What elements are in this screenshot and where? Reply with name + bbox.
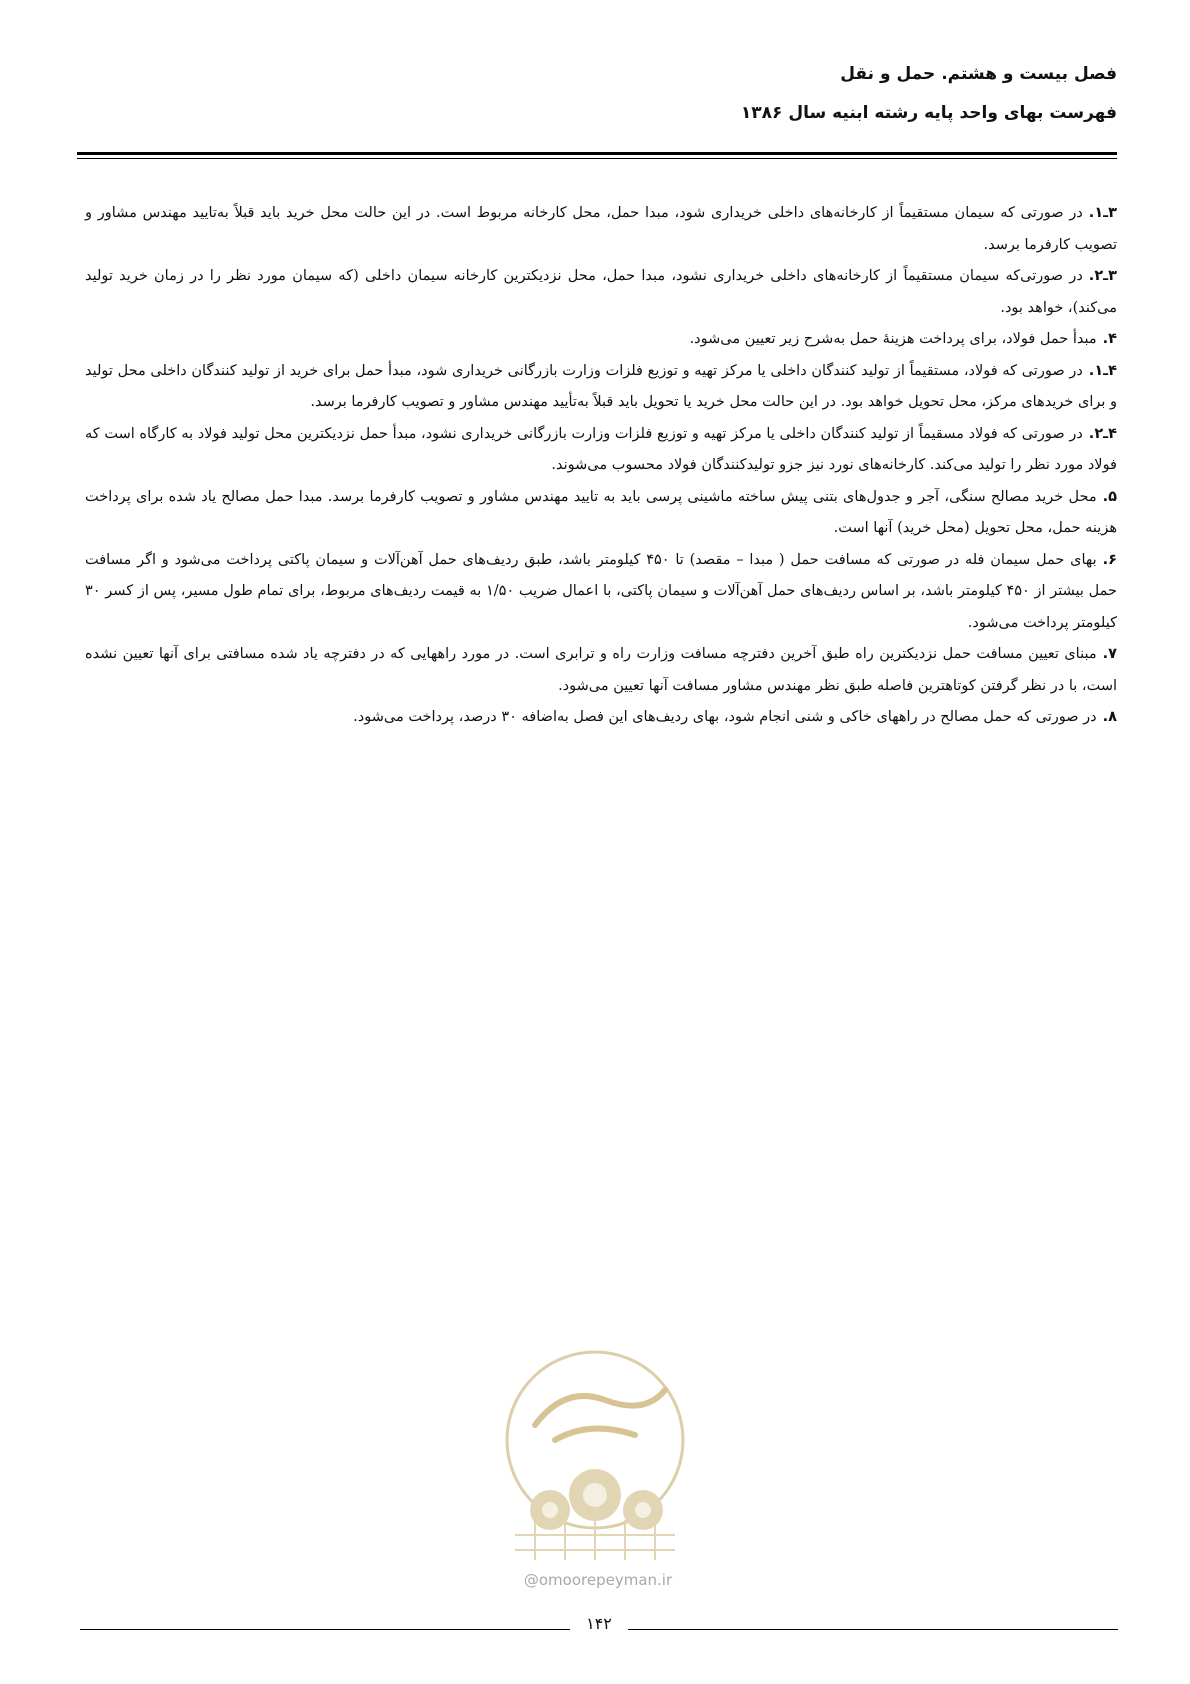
paragraph-text: مبنای تعیین مسافت حمل نزدیکترین راه طبق آخرین دفترچه مسافت وزارت راه و ترابری است. در مورد راههایی که در دفترچه یاد شده مسافتی برای آنها تعیین نشده است، با در نظر گرفتن کوتاهترین فاصله طبق نظر مهندس مشاور مسافت آنها تعیین می‌شود.: [85, 646, 1117, 694]
paragraph-number: ۵.: [1102, 488, 1117, 505]
header-divider-thin: [77, 158, 1117, 159]
page-number: ۱۴۲: [586, 1614, 612, 1633]
paragraph-6: [85, 545, 1117, 640]
paragraph-3-1: [85, 198, 1117, 261]
paragraph-number: ۸.: [1102, 709, 1117, 725]
book-title: فهرست بهای واحد پایه رشته ابنیه سال ۱۳۸۶: [740, 103, 1117, 123]
paragraph-text: محل خرید مصالح سنگی، آجر و جدول‌های بتنی پیش ساخته ماشینی پرسی باید به تایید مهندس مشاور و تصویب کارفرما برسد. مبدا حمل مصالح یاد شده برای پرداخت هزینه حمل، محل تحویل (محل خرید) آنها است.: [85, 488, 1117, 536]
paragraph-4: [85, 324, 1117, 356]
paragraph-5: [85, 482, 1117, 545]
paragraph-4-1: [85, 356, 1117, 419]
paragraph-number: ۴ـ۱.: [1088, 362, 1117, 379]
paragraph-text: در صورتی که فولاد، مستقیماً از تولید کنندگان داخلی یا مرکز تهیه و توزیع فلزات وزارت بازرگانی خریداری شود، مبدأ حمل برای خرید از تولید کنندگان داخلی محل تولید و برای خریدهای مرکز، محل تحویل خواهد بود. در این حالت محل خرید یا تحویل باید قبلاً به‌تأیید مهندس مشاور و تصویب کارفرما برسد.: [85, 362, 1117, 410]
watermark-logo: [495, 1345, 695, 1570]
paragraph-text: مبدأ حمل فولاد، برای پرداخت هزینهٔ حمل به‌شرح زیر تعیین می‌شود.: [689, 331, 1097, 347]
chapter-title: فصل بیست و هشتم. حمل و نقل: [840, 64, 1117, 84]
paragraph-number: ۶.: [1102, 551, 1117, 568]
paragraph-number: ۳ـ۱.: [1088, 205, 1117, 221]
paragraph-text: در صورتی که فولاد مسقیماً از تولید کنندگان داخلی یا مرکز تهیه و توزیع فلزات وزارت بازرگانی خریداری نشود، مبدأ حمل نزدیکترین محل تولید فولاد به کارگاه است که فولاد مورد نظر را تولید می‌کند. کارخانه‌های نورد نیز جزو تولیدکنندگان فولاد محسوب می‌شوند.: [85, 425, 1117, 473]
body-text: [85, 198, 1117, 734]
paragraph-text: بهای حمل سیمان فله در صورتی که مسافت حمل ( مبدا – مقصد) تا ۴۵۰ کیلومتر باشد، طبق ردیف‌های حمل آهن‌آلات و سیمان پاکتی پرداخت می‌شود و اگر مسافت حمل بیشتر از ۴۵۰ کیلومتر باشد، بر اساس ردیف‌های حمل آهن‌آلات و سیمان پاکتی، با اعمال ضریب ۱/۵۰ به قیمت ردیف‌های مربوط، برای تمام طول مسیر، پس از کسر ۳۰ کیلومتر پرداخت می‌شود.: [85, 551, 1117, 631]
paragraph-number: ۴.: [1102, 331, 1117, 347]
paragraph-4-2: [85, 419, 1117, 482]
paragraph-7: [85, 639, 1117, 702]
paragraph-number: ۳ـ۲.: [1088, 268, 1117, 284]
paragraph-text: در صورتی که سیمان مستقیماً از کارخانه‌های داخلی خریداری شود، مبدا حمل، محل کارخانه مربوط است. در این حالت محل خرید باید قبلاً به‌تایید مهندس مشاور و تصویب کارفرما برسد.: [85, 205, 1117, 253]
paragraph-number: ۴ـ۲.: [1088, 425, 1117, 442]
paragraph-number: ۷.: [1102, 646, 1117, 662]
watermark-website: @omoorepeyman.ir: [523, 1571, 673, 1589]
header-divider-thick: [77, 152, 1117, 155]
page-header: [77, 62, 1117, 140]
paragraph-text: در صورتی‌که سیمان مستقیماً از کارخانه‌های داخلی خریداری نشود، مبدا حمل، محل نزدیکترین کارخانه سیمان داخلی (که سیمان مورد نظر را در زمان خرید تولید می‌کند)، خواهد بود.: [85, 268, 1117, 316]
paragraph-3-2: [85, 261, 1117, 324]
logo-calligraphy: [535, 1390, 665, 1440]
footer-divider-right: [628, 1629, 1118, 1630]
paragraph-8: [85, 702, 1117, 734]
footer-divider-left: [80, 1629, 570, 1630]
paragraph-text: در صورتی که حمل مصالح در راههای خاکی و شنی انجام شود، بهای ردیف‌های این فصل به‌اضافه ۳۰ درصد، پرداخت می‌شود.: [353, 709, 1097, 725]
